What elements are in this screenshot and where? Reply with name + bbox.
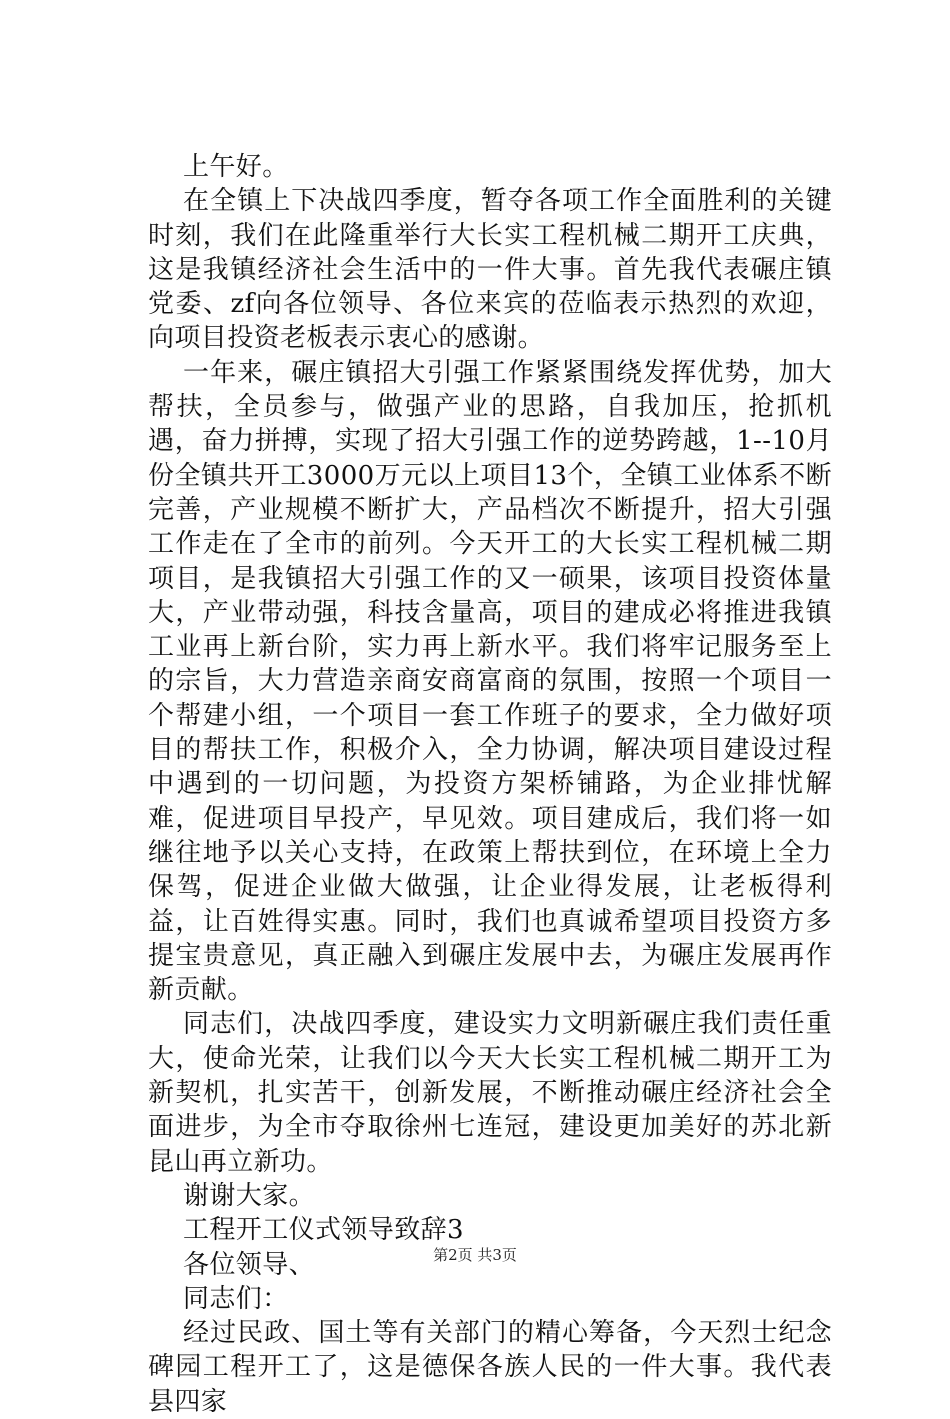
section-title: 工程开工仪式领导致辞3 [183, 1215, 464, 1246]
page-footer: 第2页 共3页 [433, 1246, 517, 1264]
document-body [148, 150, 832, 1419]
opening-paragraph: 在全镇上下决战四季度，暂夺各项工作全面胜利的关键时刻，我们在此隆重举行大长实工程机械二期开工庆典，这是我镇经济社会生活中的一件大事。首先我代表碾庄镇党委、zf向各位领导、各位来宾的莅临表示热烈的欢迎，向项目投资老板表示衷心的感谢。 [148, 186, 832, 354]
thanks-paragraph: 谢谢大家。 [183, 1180, 316, 1211]
greeting-paragraph: 上午好。 [183, 152, 289, 182]
salutation-line-2: 同志们： [183, 1283, 289, 1314]
salutation-line-1: 各位领导、 [183, 1249, 316, 1280]
body-paragraph: 经过民政、国土等有关部门的精心筹备，今天烈士纪念碑园工程开工了，这是德保各族人民的一件大事。我代表县四家 [148, 1318, 832, 1417]
closing-paragraph: 同志们，决战四季度，建设实力文明新碾庄我们责任重大，使命光荣，让我们以今天大长实工程机械二期开工为新契机，扎实苦干，创新发展，不断推动碾庄经济社会全面进步，为全市夺取徐州七连冠，建设更加美好的苏北新昆山再立新功。 [148, 1009, 832, 1177]
achievements-paragraph: 一年来，碾庄镇招大引强工作紧紧围绕发挥优势，加大帮扶，全员参与，做强产业的思路，自我加压，抢抓机遇，奋力拼搏，实现了招大引强工作的逆势跨越，1--10月份全镇共开工3000万元以上项目13个，全镇工业体系不断完善，产业规模不断扩大，产品档次不断提升，招大引强工作走在了全市的前列。今天开工的大长实工程机械二期项目，是我镇招大引强工作的又一硕果，该项目投资体量大，产业带动强，科技含量高，项目的建成必将推进我镇工业再上新台阶，实力再上新水平。我们将牢记服务至上的宗旨，大力营造亲商安商富商的氛围，按照一个项目一个帮建小组，一个项目一套工作班子的要求，全力做好项目的帮扶工作，积极介入，全力协调，解决项目建设过程中遇到的一切问题，为投资方架桥铺路，为企业排忧解难，促进项目早投产，早见效。项目建成后，我们将一如继往地予以关心支持，在政策上帮扶到位，在环境上全力保驾，促进企业做大做强，让企业得发展，让老板得利益，让百姓得实惠。同时，我们也真诚希望项目投资方多提宝贵意见，真正融入到碾庄发展中去，为碾庄发展再作新贡献。 [148, 357, 832, 1006]
